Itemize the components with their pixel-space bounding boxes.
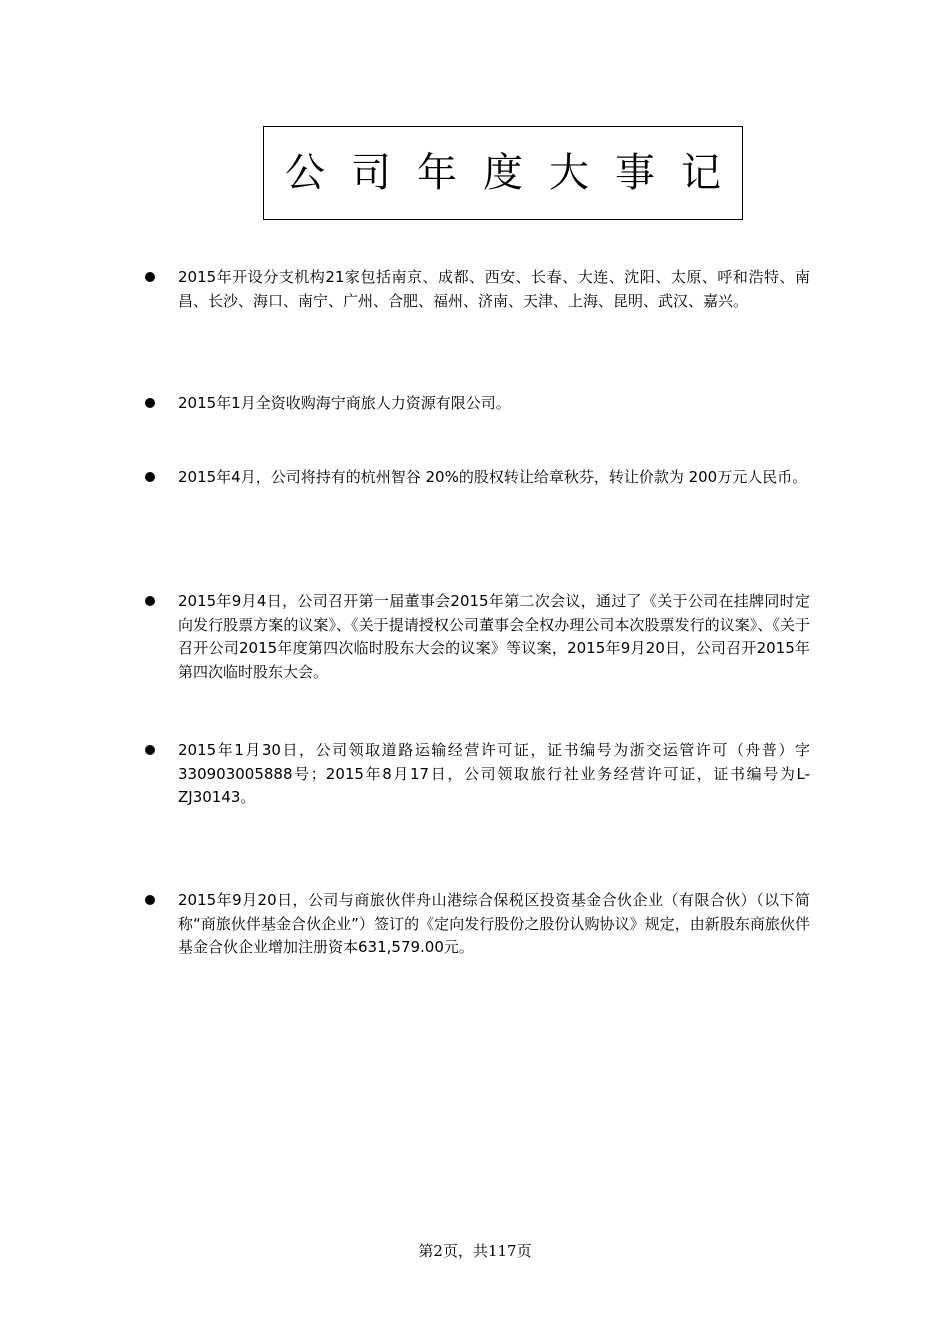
event-text: 2015年1月全资收购海宁商旅人力资源有限公司。	[178, 394, 511, 412]
bullet-icon	[145, 745, 155, 755]
event-item	[145, 590, 810, 684]
event-item	[145, 466, 810, 490]
event-item	[145, 266, 810, 313]
event-text: 2015年1月30日，公司领取道路运输经营许可证，证书编号为浙交运管许可（舟普）字330903005888号；2015年8月17日，公司领取旅行社业务经营许可证，证书编号为L-ZJ30143。	[178, 741, 810, 806]
bullet-icon	[145, 272, 155, 282]
bullet-icon	[145, 596, 155, 606]
page-footer: 第2页，共117页	[418, 1242, 532, 1260]
event-text: 2015年开设分支机构21家包括南京、成都、西安、长春、大连、沈阳、太原、呼和浩特、南昌、长沙、海口、南宁、广州、合肥、福州、济南、天津、上海、昆明、武汉、嘉兴。	[178, 268, 810, 310]
event-text: 2015年4月，公司将持有的杭州智谷 20%的股权转让给章秋芬，转让价款为 200万元人民币。	[178, 468, 808, 486]
event-item	[145, 392, 810, 416]
title-box	[263, 126, 747, 220]
bullet-icon	[145, 472, 155, 482]
event-text: 2015年9月4日，公司召开第一届董事会2015年第二次会议，通过了《关于公司在挂牌同时定向发行股票方案的议案》、《关于提请授权公司董事会全权办理公司本次股票发行的议案》、《关于召开公司2015年度第四次临时股东大会的议案》等议案，2015年9月20日，公司召开2015年第四次临时股东大会。	[178, 592, 810, 681]
document-title: 公司年度大事记	[285, 150, 747, 196]
event-text: 2015年9月20日，公司与商旅伙伴舟山港综合保税区投资基金合伙企业（有限合伙）（以下简称“商旅伙伴基金合伙企业”）签订的《定向发行股份之股份认购协议》规定，由新股东商旅伙伴基金合伙企业增加注册资本631,579.00元。	[178, 891, 810, 956]
event-item	[145, 889, 810, 960]
event-item	[145, 739, 810, 810]
bullet-icon	[145, 895, 155, 905]
bullet-icon	[145, 398, 155, 408]
